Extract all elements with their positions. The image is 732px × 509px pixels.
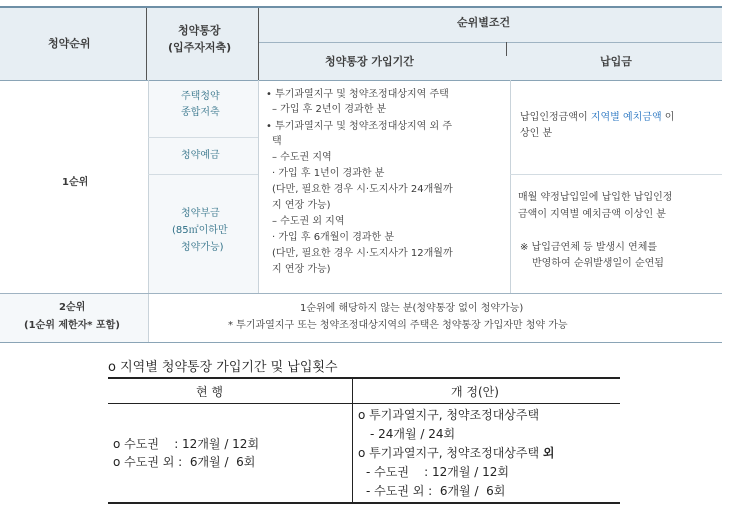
revised-outside-emphasis: 외 — [542, 446, 555, 460]
period-line: 지 연장 가능) — [272, 264, 331, 275]
current-line: o 수도권 외 : 6개월 / 6회 — [113, 455, 256, 469]
type-housing-savings-1: 주택청약 — [181, 91, 220, 102]
type-deposit: 청약예금 — [181, 150, 220, 161]
period-line: • 투기과열지구 및 청약조정대상지역 주택 — [266, 89, 449, 100]
payment-note: ※ 납입금연체 등 발생시 연체를 — [520, 242, 658, 253]
type-installment-3: 청약가능) — [181, 242, 224, 253]
period-line: · 가입 후 6개월이 경과한 분 — [272, 232, 395, 243]
table-header — [0, 6, 722, 80]
comparison-title: o 지역별 청약통장 가입기간 및 납입횟수 — [108, 360, 338, 375]
period-line: – 수도권 지역 — [272, 152, 332, 163]
period-line: – 수도권 외 지역 — [272, 216, 345, 227]
rank1-label: 1순위 — [62, 177, 89, 188]
payment-condition-2: 매월 약정납입일에 납입한 납입인정 — [518, 192, 673, 203]
header-current: 현 행 — [196, 385, 223, 399]
header-account-type: 청약통장 — [178, 24, 221, 37]
period-line: (다만, 필요한 경우 시·도지사가 12개월까 — [272, 248, 453, 259]
payment-note: 반영하여 순위발생일이 순연됨 — [532, 258, 664, 269]
type-installment-1: 청약부금 — [181, 208, 220, 219]
type-installment-2: (85㎡이하만 — [172, 225, 228, 236]
period-line: · 가입 후 1년이 경과한 분 — [272, 168, 385, 179]
payment-condition-2: 금액이 지역별 예치금액 이상인 분 — [518, 209, 666, 220]
type-housing-savings-2: 종합저축 — [181, 107, 220, 118]
current-line: o 수도권 : 12개월 / 12회 — [113, 437, 260, 451]
period-line: – 가입 후 2년이 경과한 분 — [272, 104, 387, 115]
revised-line: o 투기과열지구, 청약조정대상주택 — [358, 408, 540, 422]
revised-line: o 투기과열지구, 청약조정대상주택 외 — [358, 446, 555, 460]
rank2-sublabel: (1순위 제한자* 포함) — [24, 320, 120, 331]
period-line: 택 — [272, 136, 282, 147]
regional-deposit-link: 지역별 예치금액 — [590, 112, 662, 123]
header-account-type-sub: (입주자저축) — [168, 41, 232, 54]
header-rank: 청약순위 — [48, 37, 91, 50]
period-line: 지 연장 가능) — [272, 200, 331, 211]
header-condition-group: 순위별조건 — [457, 16, 511, 29]
rank2-label: 2순위 — [59, 302, 86, 313]
revised-line: - 수도권 외 : 6개월 / 6회 — [366, 484, 506, 498]
revised-line: - 수도권 : 12개월 / 12회 — [366, 465, 510, 479]
period-line: (다만, 필요한 경우 시·도지사가 24개월까 — [272, 184, 453, 195]
payment-condition-1: 납입인정금액이 지역별 예치금액 이 — [520, 112, 675, 123]
header-payment: 납입금 — [600, 55, 632, 68]
payment-condition-1-line2: 상인 분 — [520, 128, 553, 139]
header-revised: 개 정(안) — [451, 385, 499, 399]
header-period: 청약통장 가입기간 — [325, 55, 414, 68]
revised-line: - 24개월 / 24회 — [370, 427, 456, 441]
period-line: • 투기과열지구 및 청약조정대상지역 외 주 — [266, 121, 453, 132]
rank2-condition: 1순위에 해당하지 않는 분(청약통장 없이 청약가능) — [300, 303, 524, 314]
rank2-note: * 투기과열지구 또는 청약조정대상지역의 주택은 청약통장 가입자만 청약 가능 — [228, 320, 568, 331]
